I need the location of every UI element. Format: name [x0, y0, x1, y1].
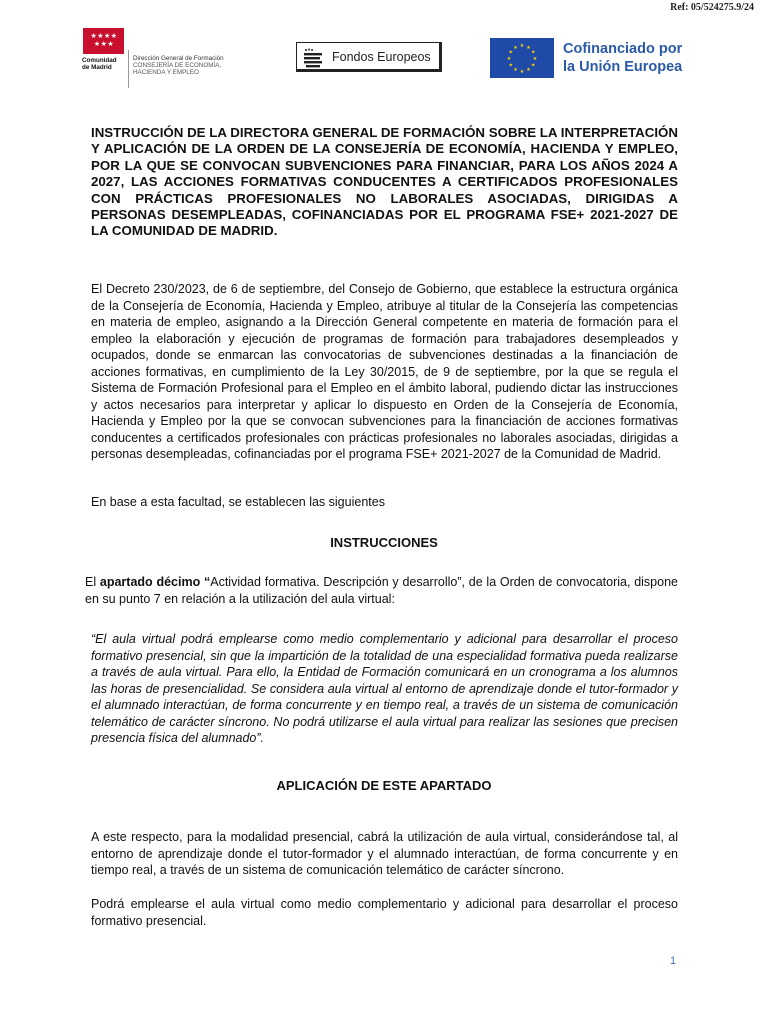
svg-text:★: ★	[513, 67, 518, 74]
comunidad-madrid-logo	[82, 28, 128, 88]
dept-consejeria: CONSEJERÍA DE ECONOMÍA,	[133, 62, 222, 69]
section-ref-prefix: El	[85, 575, 100, 589]
logo-divider	[128, 50, 129, 88]
eu-cofinanced-label	[563, 40, 682, 76]
svg-text:★: ★	[532, 56, 538, 62]
intro-paragraph: El Decreto 230/2023, de 6 de septiembre, del Consejo de Gobierno, que establece la estructura orgánica de la Consejería de Economía, Hacienda y Empleo, atribuye al titular de la Consejería las competencias en materia de empleo, asignando a la Dirección General competente en materia de formación para el empleo la elaboración y ejecución de programas de formación para trabajadores desempleados y ocupados, donde se enmarcan las convocatorias de subvenciones destinadas a la financiación de acciones formativas, en cumplimiento de la Ley 30/2015, de 9 de septiembre, por la que se regula el Sistema de Formación Profesional para el Empleo en el ámbito laboral, pudiendo dictar las instrucciones y actos necesarios para interpretar y aplicar lo dispuesto en Orden de la Consejería de Economía, Hacienda y Empleo por la que se convocan subvenciones para la financiación de acciones formativas conducentes a certificados profesionales con prácticas profesionales no laborales asociadas, dirigidas a personas desempleadas, cofinanciadas por el programa FSE+ 2021-2027 de la Comunidad de Madrid.	[91, 282, 678, 461]
svg-text:★: ★	[526, 44, 531, 51]
quoted-article: “El aula virtual podrá emplearse como medio complementario y adicional para desarrollar el proceso formativo presencial, sin que la impartición de la totalidad de una especialidad formativa pueda realizarse a través de aula virtual. Para ello, la Entidad de Formación comunicará en un cronograma a los alumnos las horas de presencialidad. Se considera aula virtual al entorno de aprendizaje donde el tutor-formador y el alumnado interactúan, de forma concurrente y en tiempo real, a través de un sistema de comunicación telemático de carácter síncrono. No podrá utilizarse el aula virtual para realizar las sesiones que precisen presencia física del alumnado”.	[91, 632, 678, 745]
madrid-flag-icon: ★★★★ ★★★	[83, 28, 124, 54]
document-title: INSTRUCCIÓN DE LA DIRECTORA GENERAL DE FORMACIÓN SOBRE LA INTERPRETACIÓN Y APLICACIÓN DE LA ORDEN DE LA CONSEJERÍA DE ECONOMÍA, HACIENDA Y EMPLEO, POR LA QUE SE CONVOCAN SUBVENCIONES PARA FINANCIAR, PARA LOS AÑOS 2024 A 2027, LAS ACCIONES FORMATIVAS CONDUCENTES A CERTIFICADOS PROFESIONALES CON PRÁCTICAS PROFESIONALES NO LABORALES ASOCIADAS, DIRIGIDAS A PERSONAS DESEMPLEADAS, COFINANCIADAS POR EL PROGRAMA FSE+ 2021-2027 DE LA COMUNIDAD DE MADRID.	[91, 125, 678, 239]
eu-flag-icon	[490, 38, 554, 78]
section-ref-rest: Actividad formativa. Descripción y desarrollo”, de la Orden de convocatoria, dispone en su punto 7 en relación a la utilización del aula virtual:	[85, 575, 678, 606]
application-heading: APLICACIÓN DE ESTE APARTADO	[276, 778, 492, 793]
section-reference-paragraph	[85, 574, 678, 607]
svg-text:★: ★	[519, 69, 525, 75]
comunidad-label: Comunidad	[82, 57, 117, 64]
fondos-europeos-label: Fondos Europeos	[332, 50, 431, 64]
svg-text:★: ★	[526, 67, 531, 74]
dept-direction: Dirección General de Formación	[133, 55, 224, 62]
svg-text:★: ★	[508, 62, 514, 69]
basis-sentence: En base a esta facultad, se establecen las siguientes	[91, 495, 385, 509]
section-ref-bold: apartado décimo “	[99, 575, 211, 589]
fondos-europeos-logo	[296, 42, 444, 74]
application-paragraph-2: Podrá emplearse el aula virtual como medio complementario y adicional para desarrollar el proceso formativo presencial.	[91, 897, 678, 928]
fondos-europeos-icon	[302, 48, 326, 68]
svg-text:★: ★	[530, 49, 536, 56]
dept-hacienda: HACIENDA Y EMPLEO	[133, 69, 199, 76]
de-madrid-label: de Madrid	[82, 64, 112, 71]
svg-text:★: ★	[513, 44, 518, 51]
department-block	[133, 55, 224, 76]
instructions-heading: INSTRUCCIONES	[330, 535, 438, 550]
svg-text:★: ★	[508, 49, 514, 56]
document-reference: Ref: 05/524275.9/24	[670, 2, 754, 13]
svg-text:★: ★	[530, 62, 536, 69]
svg-text:★: ★	[519, 43, 525, 49]
eu-line-2: la Unión Europea	[563, 59, 683, 75]
eu-line-1: Cofinanciado por	[563, 41, 683, 57]
application-paragraph-1: A este respecto, para la modalidad presencial, cabrá la utilización de aula virtual, considerándose tal, al entorno de aprendizaje donde el tutor-formador y el alumnado interactúan, de forma concurrente y en tiempo real, a través de un sistema de comunicación telemático de carácter síncrono.	[91, 830, 678, 877]
page-number: 1	[670, 955, 677, 967]
svg-text:★: ★	[506, 56, 512, 62]
